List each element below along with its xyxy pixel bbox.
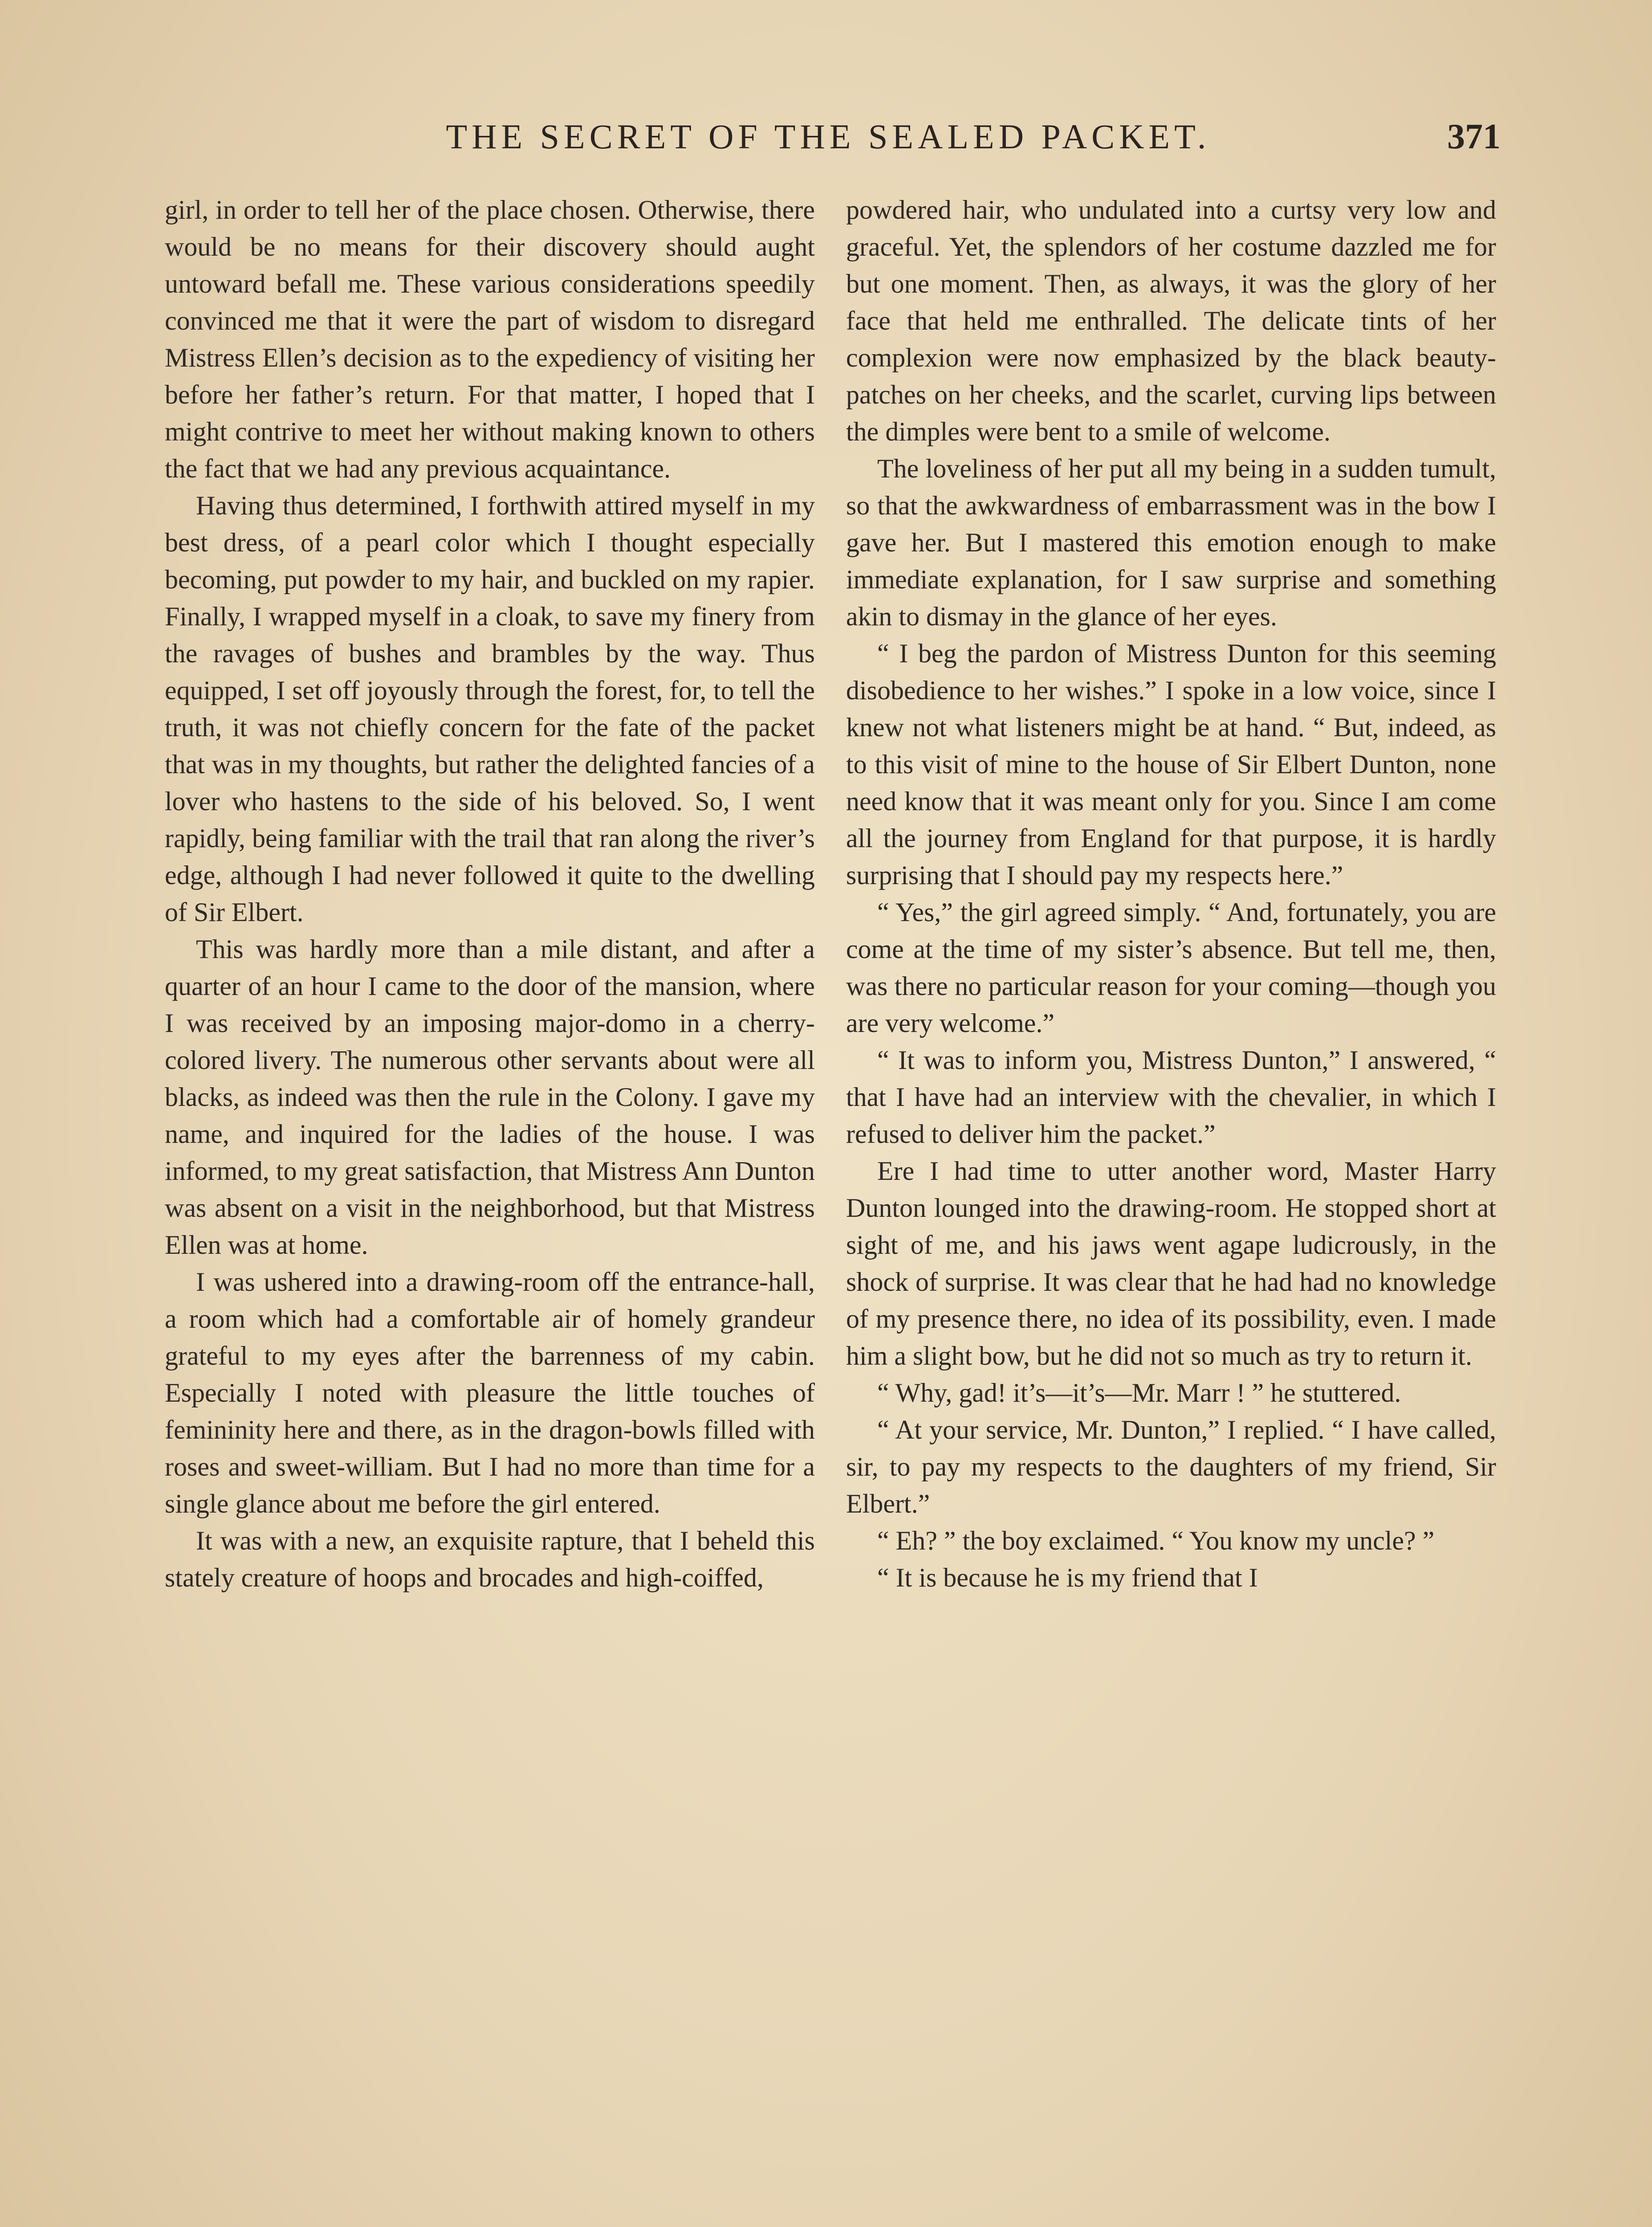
paragraph: “ Why, gad! it’s—it’s—Mr. Marr ! ” he stuttered. [877, 1378, 1401, 1407]
paragraph: It was with a new, an exquisite rapture, that I beheld this stately creature of hoops and brocades and high-coiffed, [165, 1526, 815, 1592]
paragraph: I was ushered into a drawing-room off the entrance-hall, a room which had a comfortable air of homely grandeur grateful to my eyes after the barrenness of my cabin. Especially I noted with pleasure the little touches of femininity here and there, as in the dragon-bowls filled with roses and sweet-william. But I had no more than time for a single glance about me before the girl entered. [165, 1267, 815, 1518]
paragraph: “ I beg the pardon of Mistress Dunton for this seeming disobedience to her wishes.” I spoke in a low voice, since I knew not what listeners might be at hand. “ But, indeed, as to this visit of mine to the house of Sir Elbert Dunton, none need know that it was meant only for you. Since I am come all the journey from England for that purpose, it is hardly surprising that I should pay my respects here.” [846, 639, 1496, 890]
paragraph: girl, in order to tell her of the place chosen. Otherwise, there would be no means for their discovery should aught untoward befall me. These various considerations speedily convinced me that it were the part of wisdom to disregard Mistress Ellen’s decision as to the expediency of visiting her before her father’s return. For that matter, I hoped that I might contrive to meet her without making known to others the fact that we had any previous acquaintance. [165, 195, 815, 483]
paragraph: “ It was to inform you, Mistress Dunton,” I answered, “ that I have had an interview with the chevalier, in which I refused to deliver him the packet.” [846, 1045, 1496, 1149]
paragraph: This was hardly more than a mile distant, and after a quarter of an hour I came to the door of the mansion, where I was received by an imposing major-domo in a cherry-colored livery. The numerous other servants about were all blacks, as indeed was then the rule in the Colony. I gave my name, and inquired for the ladies of the house. I was informed, to my great satisfaction, that Mistress Ann Dunton was absent on a visit in the neighborhood, but that Mistress Ellen was at home. [165, 934, 815, 1260]
paragraph: “ At your service, Mr. Dunton,” I replied. “ I have called, sir, to pay my respects to the daughters of my friend, Sir Elbert.” [846, 1415, 1496, 1518]
left-column [165, 192, 815, 2227]
paragraph: “ It is because he is my friend that I [877, 1563, 1258, 1592]
paragraph: “ Eh? ” the boy exclaimed. “ You know my uncle? ” [877, 1526, 1435, 1555]
page-number: 371 [1447, 117, 1501, 156]
right-column [846, 192, 1496, 2227]
paragraph: powdered hair, who undulated into a curtsy very low and graceful. Yet, the splendors of her costume dazzled me for but one moment. Then, as always, it was the glory of her face that held me enthralled. The delicate tints of her complexion were now emphasized by the black beauty-patches on her cheeks, and the scarlet, curving lips between the dimples were bent to a smile of welcome. [846, 195, 1496, 446]
paragraph: The loveliness of her put all my being in a sudden tumult, so that the awkwardness of embarrassment was in the bow I gave her. But I mastered this emotion enough to make immediate explanation, for I saw surprise and something akin to dismay in the glance of her eyes. [846, 454, 1496, 631]
paragraph: “ Yes,” the girl agreed simply. “ And, fortunately, you are come at the time of my sister’s absence. But tell me, then, was there no particular reason for your coming—though you are very welcome.” [846, 897, 1496, 1038]
running-title: THE SECRET OF THE SEALED PACKET. [446, 117, 1211, 156]
paragraph: Ere I had time to utter another word, Master Harry Dunton lounged into the drawing-room. He stopped short at sight of me, and his jaws went agape ludicrously, in the shock of surprise. It was clear that he had had no knowledge of my presence there, no idea of its possibility, even. I made him a slight bow, but he did not so much as try to return it. [846, 1156, 1496, 1370]
paragraph: Having thus determined, I forthwith attired myself in my best dress, of a pearl color which I thought especially becoming, put powder to my hair, and buckled on my rapier. Finally, I wrapped myself in a cloak, to save my finery from the ravages of bushes and brambles by the way. Thus equipped, I set off joyously through the forest, for, to tell the truth, it was not chiefly concern for the fate of the packet that was in my thoughts, but rather the delighted fancies of a lover who hastens to the side of his beloved. So, I went rapidly, being familiar with the trail that ran along the river’s edge, although I had never followed it quite to the dwelling of Sir Elbert. [165, 491, 815, 927]
